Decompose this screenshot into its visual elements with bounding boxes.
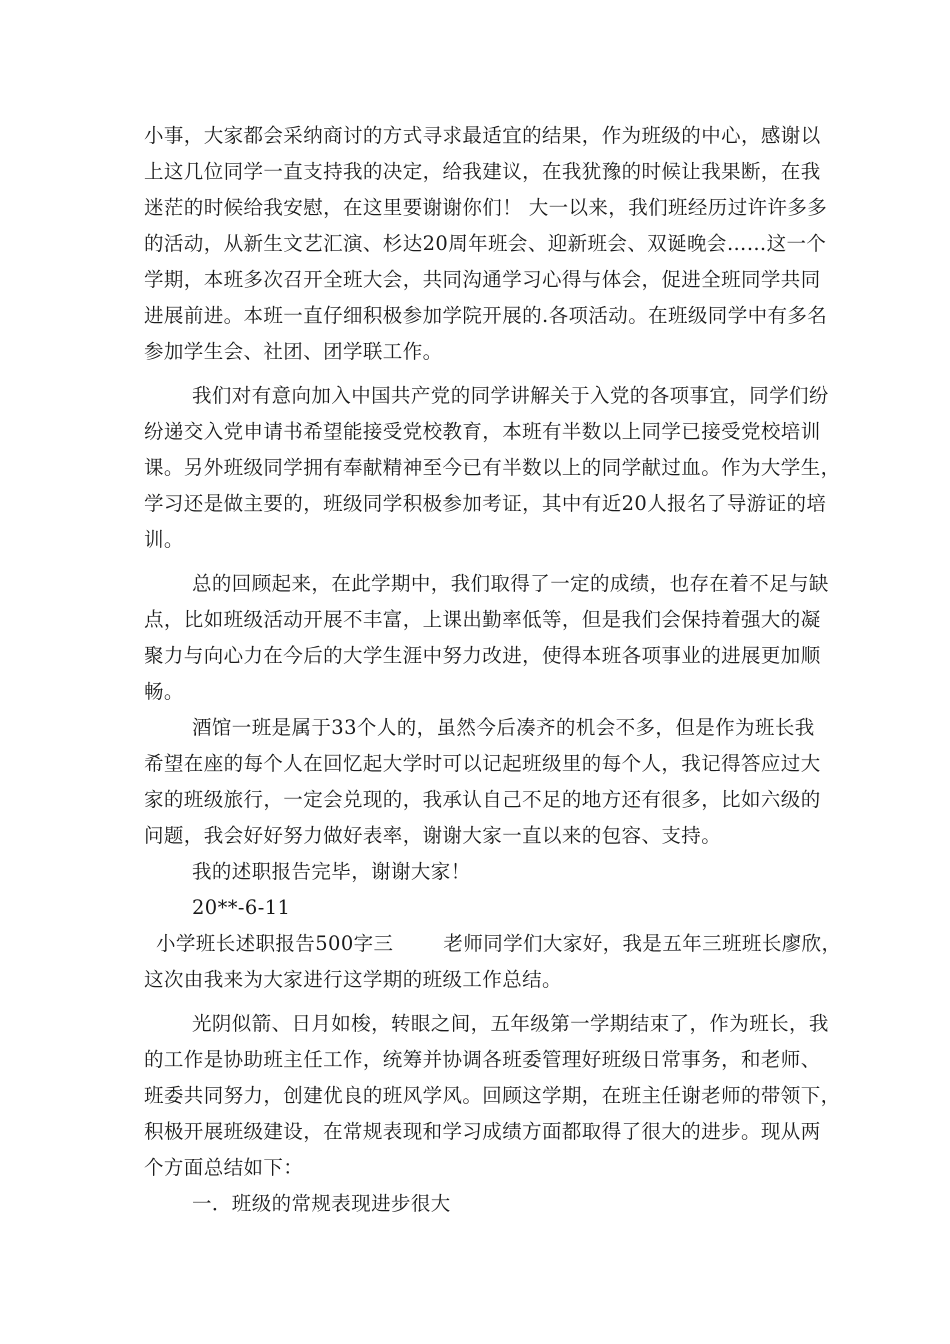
paragraph-line: 小事，大家都会采纳商讨的方式寻求最适宜的结果，作为班级的中心，感谢以 <box>144 124 821 147</box>
paragraph-line: 点，比如班级活动开展不丰富，上课出勤率低等，但是我们会保持着强大的凝 <box>144 608 821 631</box>
paragraph-line: 这次由我来为大家进行这学期的班级工作总结。 <box>144 968 562 991</box>
paragraph-line: 的活动，从新生文艺汇演、杉达20周年班会、迎新班会、双诞晚会……这一个 <box>144 232 827 255</box>
paragraph-line: 迷茫的时候给我安慰，在这里要谢谢你们！ 大一以来，我们班经历过许许多多 <box>144 196 828 219</box>
closing-line: 我的述职报告完毕，谢谢大家！ <box>192 860 471 883</box>
paragraph-line: 家的班级旅行，一定会兑现的，我承认自己不足的地方还有很多，比如六级的 <box>144 788 821 811</box>
paragraph-line: 光阴似箭、日月如梭，转眼之间，五年级第一学期结束了，作为班长，我 <box>192 1012 829 1035</box>
section-heading-line <box>156 932 841 956</box>
paragraph-line: 班委共同努力，创建优良的班风学风。回顾这学期，在班主任谢老师的带领下， <box>144 1084 841 1107</box>
paragraph-line: 积极开展班级建设，在常规表现和学习成绩方面都取得了很大的进步。现从两 <box>144 1120 821 1143</box>
paragraph-line: 问题，我会好好努力做好表率，谢谢大家一直以来的包容、支持。 <box>144 824 722 847</box>
paragraph-line: 上这几位同学一直支持我的决定，给我建议，在我犹豫的时候让我果断，在我 <box>144 160 821 183</box>
paragraph-line: 学期，本班多次召开全班大会，共同沟通学习心得与体会，促进全班同学共同 <box>144 268 821 291</box>
paragraph-line: 希望在座的每个人在回忆起大学时可以记起班级里的每个人，我记得答应过大 <box>144 752 821 775</box>
paragraph-line: 学习还是做主要的，班级同学积极参加考证，其中有近20人报名了导游证的培 <box>144 492 827 515</box>
greeting-text: 老师同学们大家好，我是五年三班班长廖欣， <box>443 932 842 955</box>
paragraph-line: 个方面总结如下： <box>144 1156 304 1179</box>
paragraph-line: 参加学生会、社团、团学联工作。 <box>144 340 443 363</box>
paragraph-line: 总的回顾起来，在此学期中，我们取得了一定的成绩，也存在着不足与缺 <box>192 572 829 595</box>
paragraph-line: 我们对有意向加入中国共产党的同学讲解关于入党的各项事宜，同学们纷 <box>192 384 829 407</box>
paragraph-line: 聚力与向心力在今后的大学生涯中努力改进，使得本班各项事业的进展更加顺 <box>144 644 821 667</box>
paragraph-line: 课。另外班级同学拥有奉献精神至今已有半数以上的同学献过血。作为大学生， <box>144 456 841 479</box>
paragraph-line: 进展前进。本班一直仔细积极参加学院开展的.各项活动。在班级同学中有多名 <box>144 304 828 327</box>
subheading-line: 一．班级的常规表现进步很大 <box>192 1192 451 1215</box>
paragraph-line: 训。 <box>144 528 184 551</box>
paragraph-line: 的工作是协助班主任工作，统筹并协调各班委管理好班级日常事务，和老师、 <box>144 1048 821 1071</box>
paragraph-line: 酒馆一班是属于33个人的，虽然今后凑齐的机会不多，但是作为班长我 <box>192 716 815 739</box>
section-title: 小学班长述职报告500字三 <box>156 932 394 955</box>
date-line: 20**-6-11 <box>192 896 291 919</box>
paragraph-line: 纷递交入党申请书希望能接受党校教育，本班有半数以上同学已接受党校培训 <box>144 420 821 443</box>
paragraph-line: 畅。 <box>144 680 184 703</box>
